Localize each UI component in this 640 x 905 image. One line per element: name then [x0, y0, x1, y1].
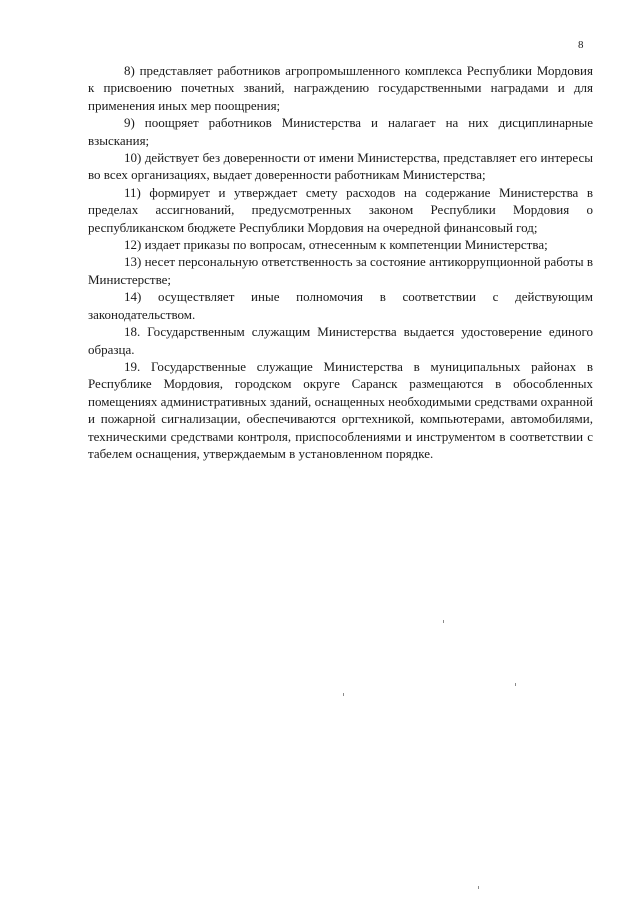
paragraph-item-10: 10) действует без доверенности от имени Министерства, представляет его интересы во всех организациях, выдает доверенности работникам Министерства;: [88, 150, 593, 183]
paragraph-item-12: 12) издает приказы по вопросам, отнесенным к компетенции Министерства;: [124, 237, 548, 253]
scan-speck: [343, 693, 344, 696]
scan-speck: [443, 620, 444, 623]
paragraph-item-14: 14) осуществляет иные полномочия в соответствии с действующим законодательством.: [88, 289, 593, 322]
paragraph-item-13: 13) несет персональную ответственность за состояние антикоррупционной работы в Министерстве;: [88, 254, 593, 287]
paragraph-item-11: 11) формирует и утверждает смету расходов на содержание Министерства в пределах ассигнований, предусмотренных законом Республики Мордовия о республиканском бюджете Республики Мордовия на очередной финансовый год;: [88, 184, 593, 235]
paragraph-item-9: 9) поощряет работников Министерства и налагает на них дисциплинарные взыскания;: [88, 115, 593, 148]
document-body: [88, 62, 593, 462]
page-number: 8: [578, 39, 584, 51]
paragraph-section-18: 18. Государственным служащим Министерства выдается удостоверение единого образца.: [88, 324, 593, 357]
scan-speck: [478, 886, 479, 889]
paragraph-item-8: 8) представляет работников агропромышленного комплекса Республики Мордовия к присвоению почетных званий, награждению государственными наградами и для применения иных мер поощрения;: [88, 63, 593, 113]
paragraph-section-19: 19. Государственные служащие Министерства в муниципальных районах в Республике Мордовия, городском округе Саранск размещаются в обособленных помещениях административных зданий, оснащенных необходимыми средствами охранной и пожарной сигнализации, обеспечиваются оргтехникой, компьютерами, автомобилями, техническими средствами контроля, приспособлениями и инструментом в соответствии с табелем оснащения, утверждаемым в установленном порядке.: [88, 358, 593, 461]
scan-speck: [515, 683, 516, 686]
